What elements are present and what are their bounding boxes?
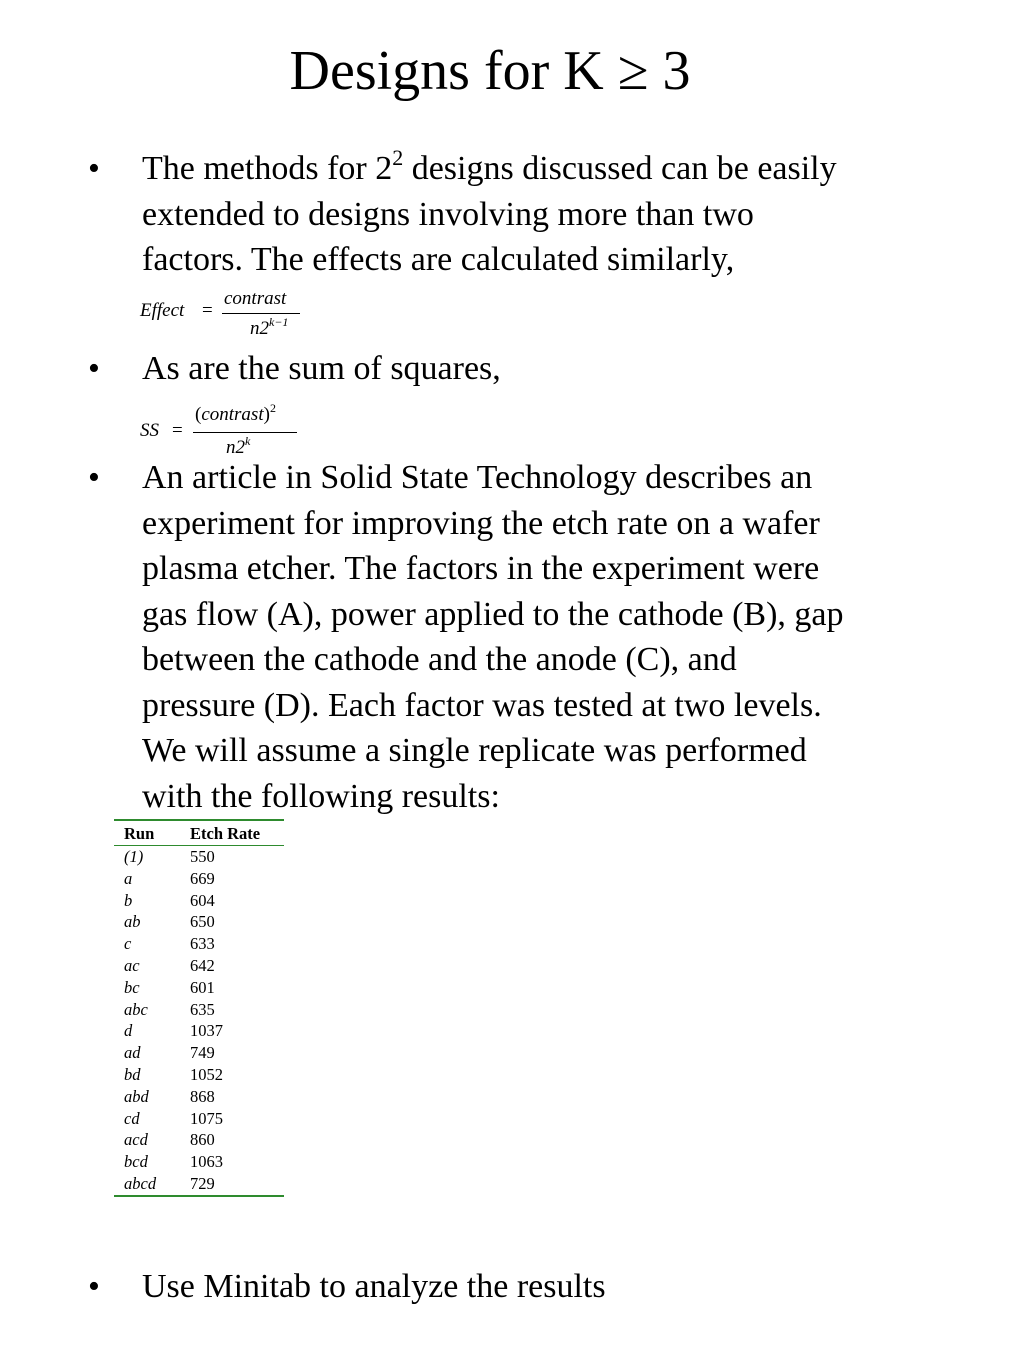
text-fragment: designs discussed can be easily xyxy=(403,150,837,187)
bullet-line: factors. The effects are calculated similarly, xyxy=(142,241,735,278)
bullet-text xyxy=(142,146,942,283)
etch-rate-cell: 642 xyxy=(190,955,215,975)
table-row xyxy=(114,1108,284,1130)
bullet-line: with the following results: xyxy=(142,777,500,815)
formula-equals: = xyxy=(202,300,213,321)
formula-lhs: SS xyxy=(140,420,159,441)
table-row xyxy=(114,1064,284,1086)
table-row xyxy=(114,846,284,868)
run-cell: ac xyxy=(124,955,140,975)
table-row xyxy=(114,1173,284,1196)
bullet-marker: • xyxy=(88,1268,100,1305)
table-row xyxy=(114,1020,284,1042)
run-cell: bd xyxy=(124,1064,141,1084)
header-etch-rate: Etch Rate xyxy=(190,820,284,846)
formula-numerator: contrast xyxy=(224,288,287,309)
formula-numerator xyxy=(195,401,276,426)
fraction-bar xyxy=(222,313,300,314)
etch-rate-cell: 601 xyxy=(190,977,215,997)
bullet-line xyxy=(142,146,942,192)
formula-equals: = xyxy=(172,420,183,441)
denominator-exponent: k xyxy=(245,434,251,448)
table-row xyxy=(114,1042,284,1064)
table-header-row xyxy=(114,820,284,846)
paren-close: ) xyxy=(263,404,270,425)
formula-denominator xyxy=(250,315,289,340)
ss-formula xyxy=(140,401,340,460)
etch-rate-cell: 633 xyxy=(190,934,215,954)
etch-rate-cell: 550 xyxy=(190,847,215,866)
run-cell: d xyxy=(124,1021,133,1041)
etch-rate-cell: 1052 xyxy=(190,1064,223,1084)
table-row xyxy=(114,999,284,1021)
bullet-line: plasma etcher. The factors in the experiment were xyxy=(142,550,820,587)
header-run: Run xyxy=(114,820,190,846)
formula-lhs: Effect xyxy=(140,300,185,321)
etch-rate-cell: 1075 xyxy=(190,1108,223,1128)
bullet-line: between the cathode and the anode (C), and xyxy=(142,641,737,678)
bullet-text xyxy=(142,455,942,819)
table-row xyxy=(114,933,284,955)
bullet-text: As are the sum of squares, xyxy=(142,350,501,387)
table-body xyxy=(114,846,284,1196)
slide-title: Designs for K ≥ 3 xyxy=(289,40,691,102)
run-cell: abc xyxy=(124,999,148,1019)
table-row xyxy=(114,1129,284,1151)
run-cell: bcd xyxy=(124,1152,148,1172)
run-cell: abcd xyxy=(124,1173,157,1193)
bullet-line: experiment for improving the etch rate on a wafer xyxy=(142,504,820,542)
table-row xyxy=(114,955,284,977)
run-cell: ad xyxy=(124,1043,141,1063)
denominator-base: n2 xyxy=(250,318,269,339)
run-cell: (1) xyxy=(124,847,144,866)
bullet-marker: • xyxy=(88,350,100,387)
bullet-marker: • xyxy=(88,459,100,496)
run-cell: acd xyxy=(124,1130,148,1150)
etch-rate-table xyxy=(114,819,284,1197)
etch-rate-cell: 1037 xyxy=(190,1021,223,1041)
etch-rate-cell: 635 xyxy=(190,999,215,1019)
bullet-line: We will assume a single replicate was performed xyxy=(142,732,807,769)
numerator-word: contrast xyxy=(201,404,264,425)
run-cell: c xyxy=(124,934,132,954)
paren-open: ( xyxy=(195,404,202,425)
table-row xyxy=(114,1086,284,1108)
text-fragment: The methods for 2 xyxy=(142,150,393,187)
bullet-line: An article in Solid State Technology describes an xyxy=(142,459,813,496)
bullet-marker: • xyxy=(88,150,100,187)
table-row xyxy=(114,1151,284,1173)
run-cell: b xyxy=(124,890,133,910)
superscript: 2 xyxy=(392,145,404,170)
run-cell: a xyxy=(124,868,133,888)
etch-rate-cell: 650 xyxy=(190,912,215,932)
run-cell: abd xyxy=(124,1086,149,1106)
denominator-exponent: k−1 xyxy=(269,315,289,329)
etch-rate-cell: 604 xyxy=(190,890,215,910)
run-cell: ab xyxy=(124,912,141,932)
bullet-text: Use Minitab to analyze the results xyxy=(142,1268,606,1305)
table-row xyxy=(114,868,284,890)
table-row xyxy=(114,977,284,999)
table-row xyxy=(114,911,284,933)
fraction-bar xyxy=(193,432,297,433)
etch-rate-cell: 860 xyxy=(190,1130,215,1150)
bullet-line: pressure (D). Each factor was tested at two levels. xyxy=(142,686,822,724)
bullet-line: extended to designs involving more than two xyxy=(142,195,754,233)
etch-rate-cell: 729 xyxy=(190,1173,215,1193)
etch-rate-cell: 669 xyxy=(190,868,215,888)
etch-rate-cell: 749 xyxy=(190,1043,215,1063)
run-cell: cd xyxy=(124,1108,140,1128)
etch-rate-cell: 1063 xyxy=(190,1152,223,1172)
etch-rate-cell: 868 xyxy=(190,1086,215,1106)
run-cell: bc xyxy=(124,977,140,997)
effect-formula xyxy=(140,288,340,344)
numerator-exponent: 2 xyxy=(269,401,276,415)
table-row xyxy=(114,890,284,912)
bullet-line: gas flow (A), power applied to the cathode (B), gap xyxy=(142,595,844,633)
denominator-base: n2 xyxy=(226,437,245,458)
